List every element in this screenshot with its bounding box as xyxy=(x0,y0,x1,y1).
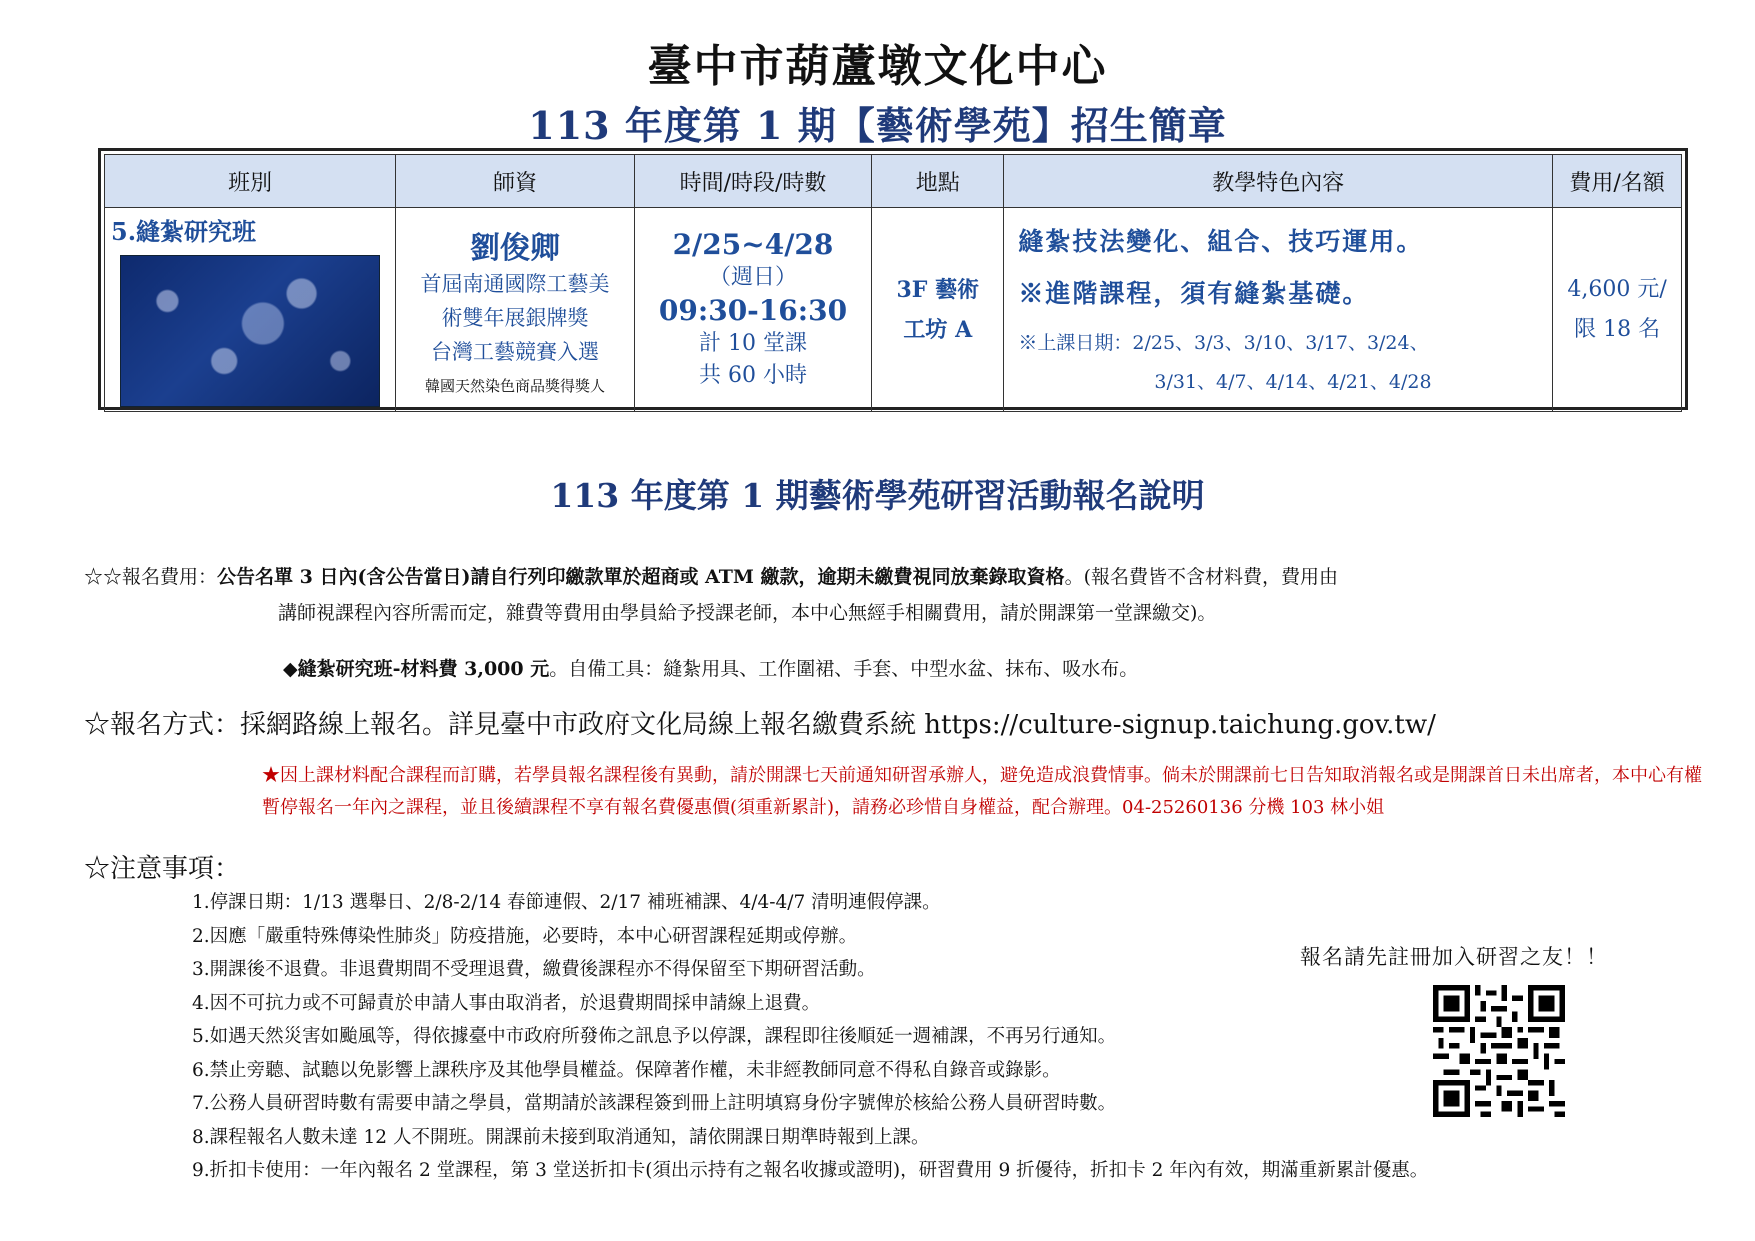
fee-amount: 4,600 元/ xyxy=(1567,276,1667,302)
artwork-image xyxy=(120,255,380,407)
notes-list xyxy=(192,886,1428,1188)
page-title: 113 年度第 1 期【藝術學苑】招生簡章 xyxy=(528,103,1227,148)
header-features: 教學特色內容 xyxy=(1004,155,1553,208)
material-fee: ◆縫紮研究班-材料費 3,000 元 xyxy=(283,658,550,680)
teacher-award: 首屆南通國際工藝美 xyxy=(420,272,610,296)
list-item: 8.課程報名人數未達 12 人不開班。開課前未接到取消通知，請依開課日期準時報到上課。 xyxy=(192,1126,930,1148)
notes-title: ☆注意事項： xyxy=(84,854,241,884)
qr-caption: 報名請先註冊加入研習之友！！ xyxy=(1300,945,1608,969)
header-location: 地點 xyxy=(872,155,1004,208)
org-title: 臺中市葫蘆墩文化中心 xyxy=(647,41,1108,92)
fee-prefix: ☆☆報名費用： xyxy=(84,566,218,588)
location-cell xyxy=(872,208,1004,412)
fee-info xyxy=(84,560,1714,594)
class-dates: 3/31、4/7、4/14、4/21、4/28 xyxy=(1154,371,1432,393)
features-cell xyxy=(1004,208,1553,412)
list-item: 6.禁止旁聽、試聽以免影響上課秩序及其他學員權益。保障著作權，未非經教師同意不得私自錄音或錄影。 xyxy=(192,1059,1061,1081)
header-teacher: 師資 xyxy=(396,155,635,208)
material-info xyxy=(283,652,1138,686)
session-count: 計 10 堂課 xyxy=(698,330,807,356)
fee-info-line2: 講師視課程內容所需而定，雜費等費用由學員給予授課老師，本中心無經手相關費用，請於開課第一堂課繳交)。 xyxy=(278,602,1217,624)
hour-count: 共 60 小時 xyxy=(698,362,807,388)
list-item: 9.折扣卡使用：一年內報名 2 堂課程，第 3 堂送折扣卡(須出示持有之報名收據或證明)，研習費用 9 折優待，折扣卡 2 年內有效，期滿重新累計優惠。 xyxy=(192,1160,1429,1181)
teacher-name: 劉俊卿 xyxy=(469,231,560,266)
fee-cell xyxy=(1553,208,1682,412)
fee-payment-rule: 公告名單 3 日內(含公告當日)請自行列印繳款單於超商或 ATM 繳款，逾期未繳費視同放棄錄取資格 xyxy=(217,566,1065,588)
time-slot: 09:30-16:30 xyxy=(658,293,848,327)
teacher-award-small: 韓國天然染色商品獎得獎人 xyxy=(424,377,605,395)
star-icon: ★ xyxy=(262,765,280,786)
teacher-award: 術雙年展銀牌獎 xyxy=(441,306,589,330)
time-cell xyxy=(634,208,871,412)
list-item: 3.開課後不退費。非退費期間不受理退費，繳費後課程亦不得保留至下期研習活動。 xyxy=(192,959,876,980)
cancellation-warning xyxy=(262,760,1702,824)
table-header-row xyxy=(105,155,1682,208)
list-item: 2.因應「嚴重特殊傳染性肺炎」防疫措施，必要時，本中心研習課程延期或停辦。 xyxy=(192,925,858,947)
feature-line: ※進階課程，須有縫紮基礎。 xyxy=(1018,279,1370,308)
list-item: 7.公務人員研習時數有需要申請之學員，當期請於該課程簽到冊上註明填寫身份字號俾於核給公務人員研習時數。 xyxy=(192,1093,1117,1114)
qr-code-icon[interactable] xyxy=(1433,985,1565,1117)
class-cell xyxy=(105,208,396,412)
weekday: （週日） xyxy=(708,264,797,290)
signup-method: ☆報名方式：採網路線上報名。詳見臺中市政府文化局線上報名繳費系統 https://culture-signup.taichung.gov.tw/ xyxy=(84,710,1436,740)
class-name: 5.縫紮研究班 xyxy=(111,217,257,246)
list-item: 4.因不可抗力或不可歸責於申請人事由取消者，於退費期間採申請線上退費。 xyxy=(192,992,821,1014)
teacher-cell xyxy=(396,208,635,412)
section-title: 113 年度第 1 期藝術學苑研習活動報名說明 xyxy=(550,476,1205,515)
class-dates: ※上課日期：2/25、3/3、3/10、3/17、3/24、 xyxy=(1018,332,1429,354)
material-tools: 。自備工具：縫紮用具、工作圍裙、手套、中型水盆、抹布、吸水布。 xyxy=(549,658,1139,680)
quota: 限 18 名 xyxy=(1574,316,1661,342)
teacher-award: 台灣工藝競賽入選 xyxy=(430,340,599,364)
feature-line: 縫紮技法變化、組合、技巧運用。 xyxy=(1018,227,1424,256)
header-fee: 費用/名額 xyxy=(1553,155,1682,208)
date-range: 2/25~4/28 xyxy=(672,227,834,261)
list-item: 1.停課日期：1/13 選舉日、2/8-2/14 春節連假、2/17 補班補課、4/4-4/7 清明連假停課。 xyxy=(192,892,941,913)
location-line: 工坊 A xyxy=(903,316,973,343)
header-time: 時間/時段/時數 xyxy=(634,155,871,208)
warning-text: 因上課材料配合課程而訂購，若學員報名課程後有異動，請於開課七天前通知研習承辦人，避免造成浪費情事。倘未於開課前七日告知取消報名或是開課首日未出席者，本中心有權暫停報名一年內之課程，並且後續課程不享有報名費優惠價(須重新累計)，請務必珍惜自身權益，配合辦理。04-25260136 分機 103 林小姐 xyxy=(262,765,1702,818)
table-row xyxy=(105,208,1682,412)
location-line: 3F 藝術 xyxy=(896,276,980,303)
list-item: 5.如遇天然災害如颱風等，得依據臺中市政府所發佈之訊息予以停課，課程即往後順延一週補課，不再另行通知。 xyxy=(192,1026,1117,1047)
header-class: 班別 xyxy=(105,155,396,208)
fee-note: 。(報名費皆不含材料費，費用由 xyxy=(1064,566,1338,588)
course-table xyxy=(98,148,1688,410)
